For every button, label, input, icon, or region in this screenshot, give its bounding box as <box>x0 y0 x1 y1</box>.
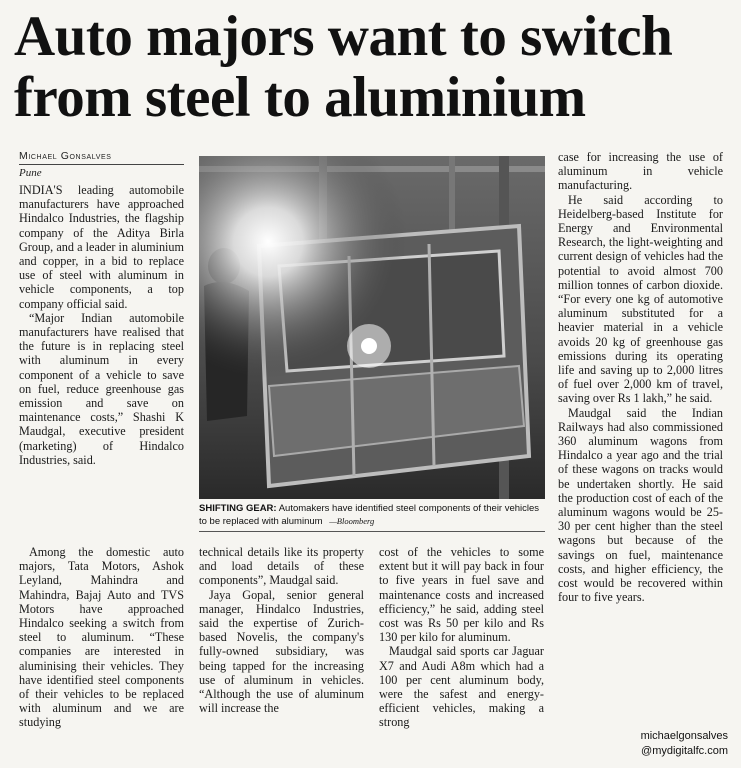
column-2 <box>199 545 364 765</box>
factory-photo <box>199 156 545 499</box>
photo-caption <box>199 503 545 528</box>
caption-divider <box>199 531 545 532</box>
paragraph: INDIA'S leading automobile manufacturers have approached Hindalco Industries, the flagship company of the Aditya Birla Group, and a leader in aluminium and copper, in a bid to replace use of steel with aluminum in vehicle components, a top company official said. <box>19 183 184 311</box>
column-4 <box>558 150 723 695</box>
byline: Michael Gonsalves <box>19 150 112 162</box>
caption-text: Automakers have identified steel components of their vehicles to be replaced with aluminum <box>199 503 540 527</box>
paragraph: “Major Indian automobile manufacturers have realised that the future is in replacing steel with aluminum in every component of a vehicle to save on fuel, reduce greenhouse gas emission and save on maintenance costs,” Shashi K Maudgal, executive president (marketing) of Hindalco Industries, said. <box>19 310 184 467</box>
paragraph: Jaya Gopal, senior general manager, Hindalco Industries, said the expertise of Zurich-based Novelis, the company's fully-owned subsidiary, was being tapped for the increasing use of aluminum in vehicles. “Although the use of aluminum will increase the <box>199 587 364 716</box>
column-3 <box>379 545 544 765</box>
paragraph: case for increasing the use of aluminum in vehicle manufacturing. <box>558 150 723 193</box>
column-1-bottom <box>19 545 184 765</box>
paragraph: Maudgal said the Indian Railways had also commissioned 360 aluminum wagons from Hindalco a year ago and the trial of these wagons on tracks would be undertaken shortly. He said the production cost of each of the aluminum wagons would be 25-30 per cent higher than the steel wagons but because of the savings on fuel, maintenance costs, and higher efficiency, the cost would be recovered within four to five years. <box>558 405 723 605</box>
column-1-top <box>19 183 184 538</box>
photo-credit: —Bloomberg <box>329 516 375 526</box>
contact-handle: michaelgonsalves <box>640 730 728 742</box>
paragraph: Maudgal said sports car Jaguar X7 and Audi A8m which had a 100 per cent aluminum body, were the safest and energy-efficient vehicles, making a strong <box>379 644 544 730</box>
dateline: Pune <box>19 167 42 179</box>
paragraph: technical details like its property and load details of these components”, Maudgal said. <box>199 545 364 588</box>
author-contact <box>608 729 728 759</box>
paragraph: Among the domestic auto majors, Tata Motors, Ashok Leyland, Mahindra and Mahindra, Bajaj Auto and TVS Motors have approached Hindalco seeking a switch from steel to aluminum. “These companies are interested in aluminising their vehicles. They have identified steel components of their vehicles to be replaced with aluminum and we are studying <box>19 545 184 730</box>
contact-email: @mydigitalfc.com <box>641 745 728 757</box>
paragraph: cost of the vehicles to some extent but it will pay back in four to five years in fuel save and maintenance costs and increased efficiency,” he said, adding steel cost was Rs 50 per kilo and Rs 130 per kilo for aluminum. <box>379 545 544 645</box>
paragraph: He said according to Heidelberg-based Institute for Energy and Environmental Research, the light-weighting and current design of vehicles had the potential to avoid almost 700 million tonnes of carbon dioxide. “For every one kg of automotive aluminum substituted for a heavier material in a vehicle avoids 20 kg of greenhouse gas emissions during its operating life and saving up to 2,000 litres of fuel over 2,000 km of travel, saving over Rs 1 lakh,” he said. <box>558 192 723 406</box>
headline: Auto majors want to switch from steel to aluminium <box>14 5 673 129</box>
caption-lead: SHIFTING GEAR: <box>199 503 277 514</box>
byline-rule <box>19 164 184 165</box>
